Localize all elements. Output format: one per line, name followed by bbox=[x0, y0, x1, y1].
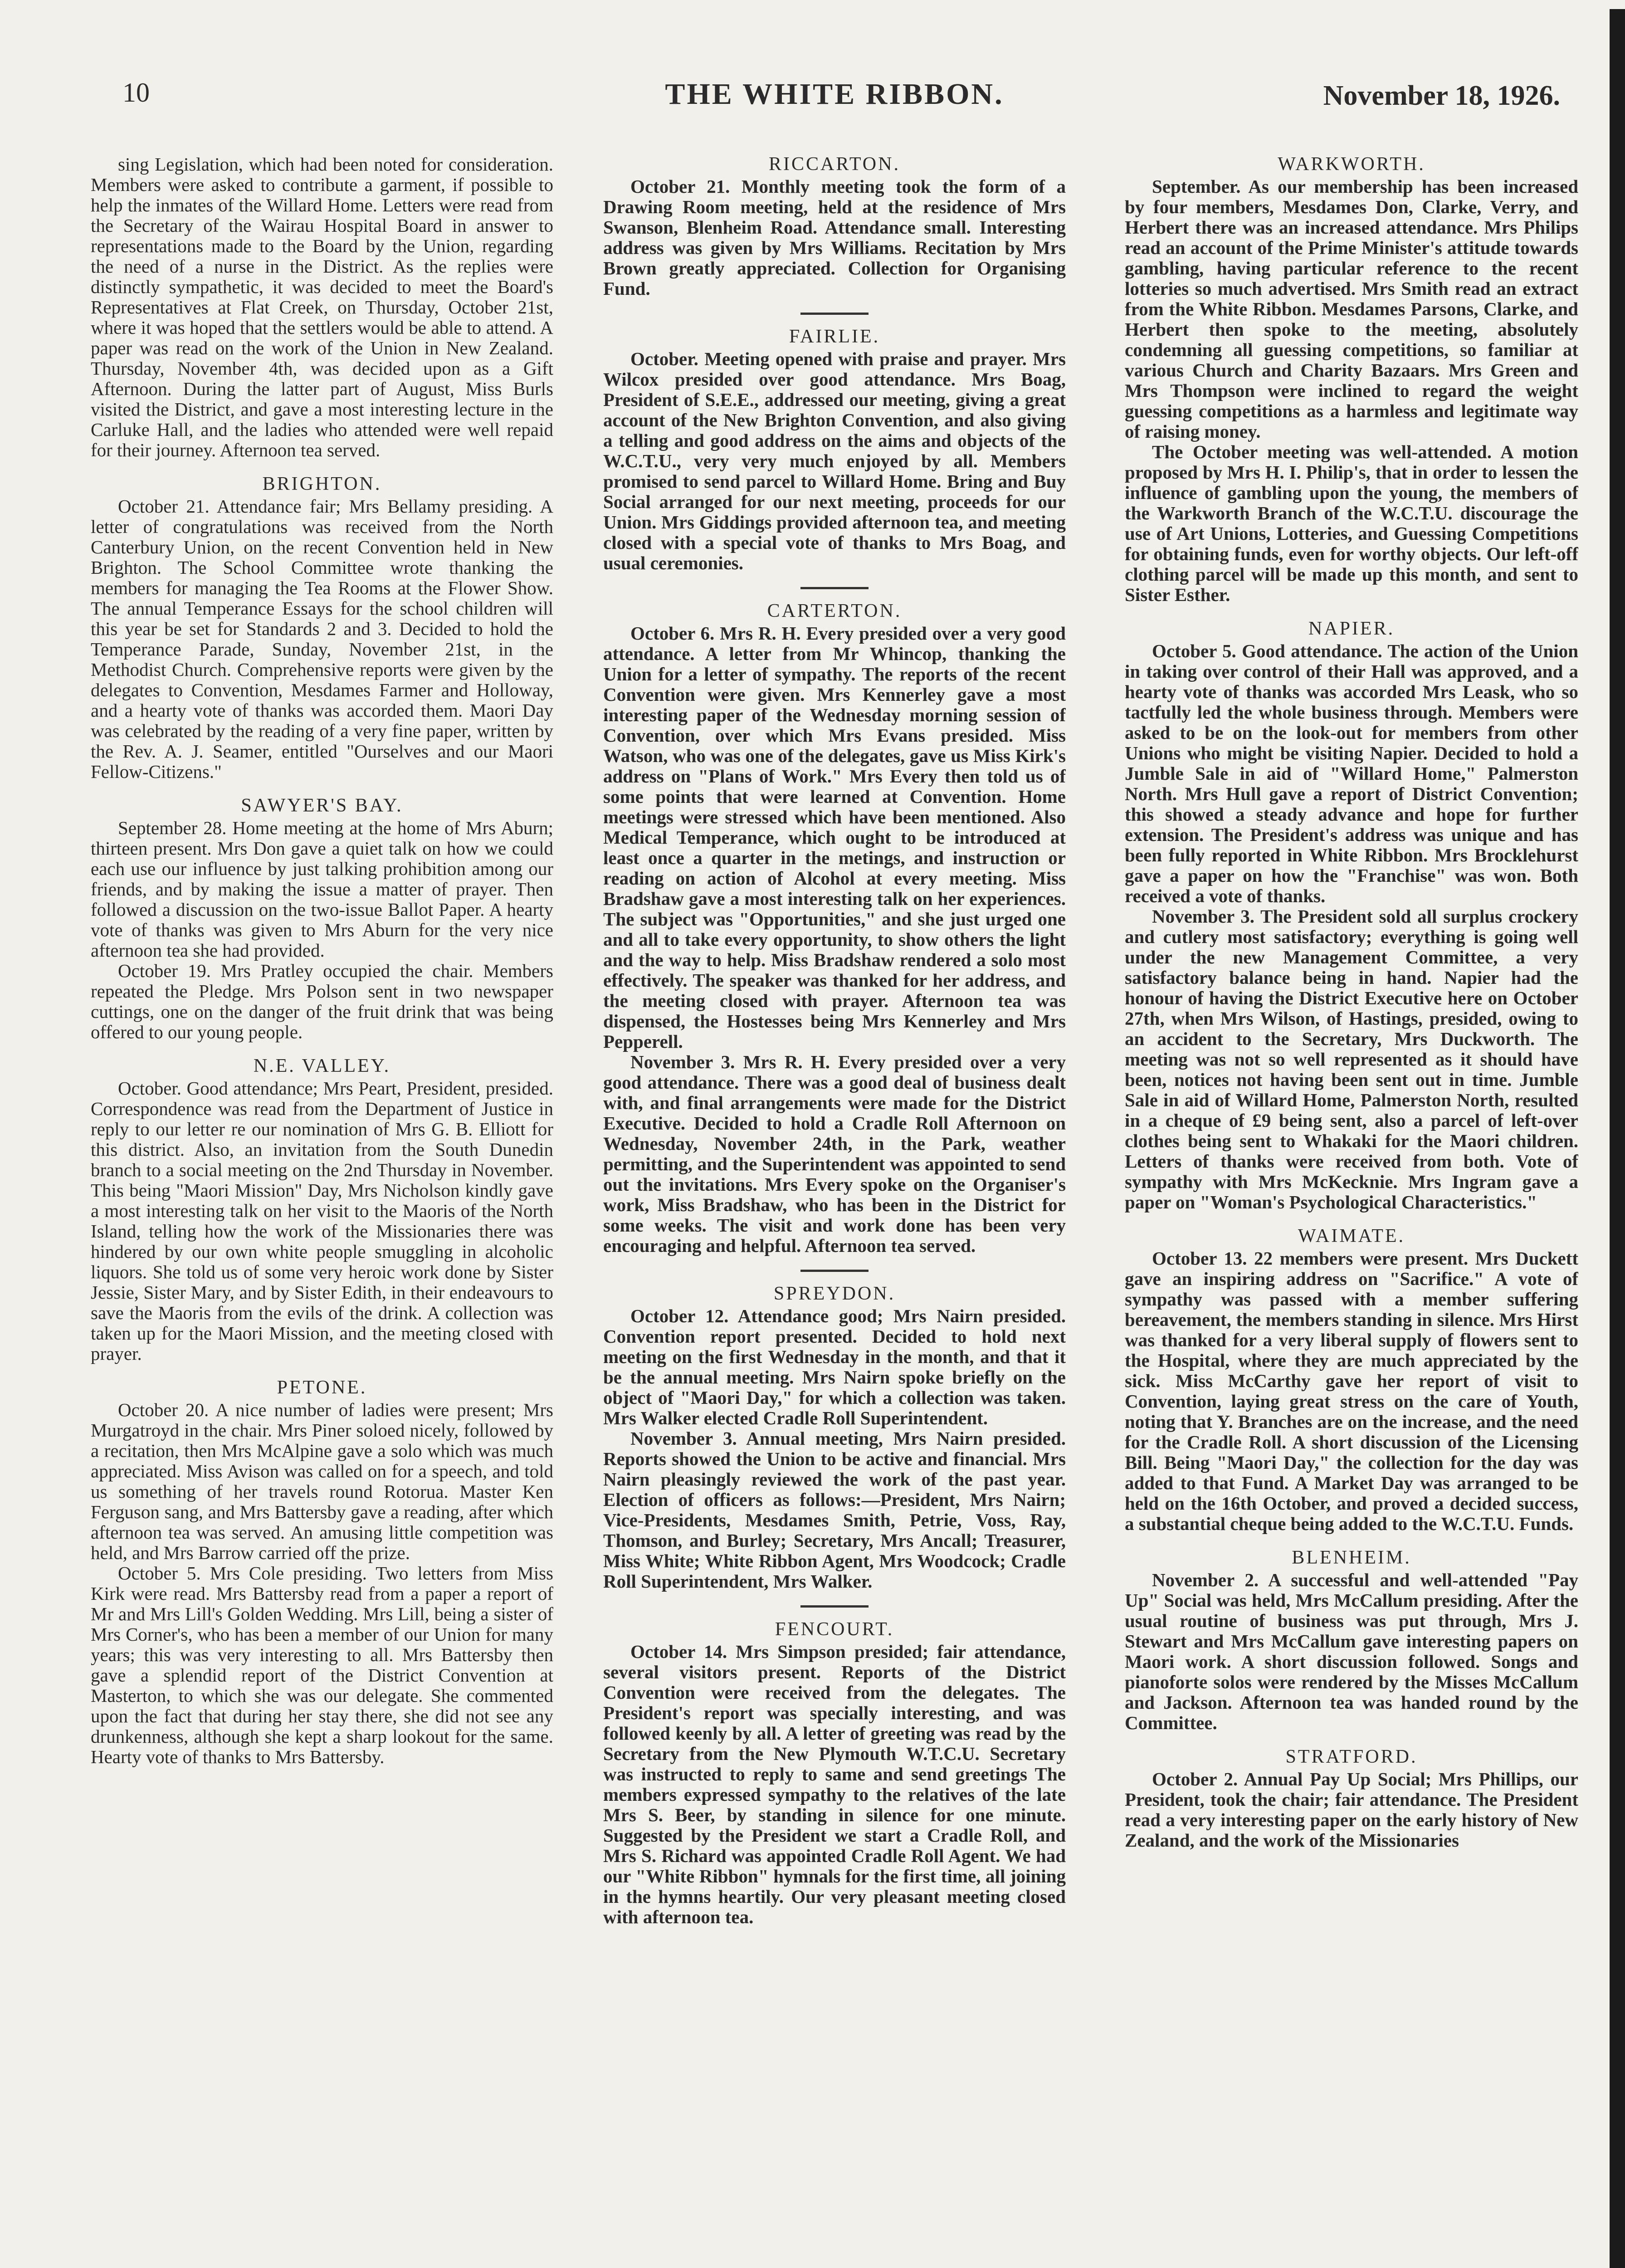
page-number: 10 bbox=[122, 78, 150, 108]
publication-title: THE WHITE RIBBON. bbox=[665, 78, 1004, 111]
report-fencourt bbox=[603, 1619, 1066, 1927]
section-title: BRIGHTON. bbox=[262, 474, 382, 494]
section-title: WARKWORTH. bbox=[1278, 154, 1425, 175]
report-sawyers-bay bbox=[91, 796, 553, 1042]
report-text: October. Meeting opened with praise and prayer. Mrs Wilcox presided over good attendance. Mrs Boag, President of S.E.E., addressed our meeting, giving a great account of the New Brighton Convention, and also giving a telling and good address on the aims and objects of the W.C.T.U., very very much enjoyed by all. Members promised to send parcel to Willard Home. Bring and Buy Social arranged for our next meeting, proceeds for our Union. Mrs Giddings provided afternoon tea, and meeting closed with a special vote of thanks to Mrs Boag, and usual ceremonies. bbox=[603, 348, 1066, 573]
column-right bbox=[1125, 154, 1578, 2268]
report-paragraph: September. As our membership has been increased by four members, Mesdames Don, Clarke, Verry, and Herbert there was an increased attendance. Mrs Philips read an account of the Prime Minister's attitude towards gambling, having particular reference to the recent lotteries so much advertised. Mrs Smith read an extract from the White Ribbon. Mesdames Parsons, Clarke, and Herbert then spoke to the meeting, absolutely condemning all guessing competitions, so familiar at various Church and Charity Bazaars. Mrs Green and Mrs Thompson were inclined to regard the weight guessing competitions as a harmless and legitimate way of raising money. bbox=[1125, 176, 1578, 442]
page-header bbox=[109, 68, 1560, 127]
report-paragraph: The October meeting was well-attended. A motion proposed by Mrs H. I. Philip's, that in order to lessen the influence of gambling upon the young, the members of the Warkworth Branch of the W.C.T.U. discourage the use of Art Unions, Lotteries, and Guessing Competitions for obtaining funds, even for worthy objects. Our left-off clothing parcel will be made up this month, and sent to Sister Esther. bbox=[1125, 441, 1578, 605]
section-title: FAIRLIE. bbox=[789, 326, 880, 347]
page-edge-rule bbox=[1610, 9, 1625, 2268]
report-riccarton bbox=[603, 154, 1066, 299]
section-title: SAWYER'S BAY. bbox=[241, 795, 403, 816]
report-paragraph: October 5. Good attendance. The action of the Union in taking over control of their Hall was approved, and a hearty vote of thanks was accorded Mrs Leask, who so tactfully led the whole business through. Members were asked to be on the look-out for members from other Unions who might be visiting Napier. Decided to hold a Jumble Sale in aid of "Willard Home," Palmerston North. Mrs Hull gave a report of District Convention; this showed a steady advance and hope for further extension. The President's address was unique and has been fully reported in White Ribbon. Mrs Brocklehurst gave a paper on how the "Franchise" was won. Both received a vote of thanks. bbox=[1125, 640, 1578, 906]
section-title: PETONE. bbox=[277, 1377, 367, 1398]
report-paragraph: November 3. Annual meeting, Mrs Nairn presided. Reports showed the Union to be active and financial. Mrs Nairn pleasingly reviewed the work of the past year. Election of officers as follows:—President, Mrs Nairn; Vice-Presidents, Mesdames Smith, Petrie, Voss, Ray, Thomson, and Burley; Secretary, Mrs Ancall; Treasurer, Miss White; White Ribbon Agent, Mrs Woodcock; Cradle Roll Superintendent, Mrs Walker. bbox=[603, 1428, 1066, 1592]
report-paragraph: September 28. Home meeting at the home of Mrs Aburn; thirteen present. Mrs Don gave a quiet talk on how we could each use our influence by just talking prohibition among our friends, and by making the issue a matter of prayer. Then followed a discussion on the two-issue Ballot Paper. A hearty vote of thanks was given to Mrs Aburn for the very nice afternoon tea she had provided. bbox=[91, 817, 553, 961]
section-title: BLENHEIM. bbox=[1292, 1547, 1411, 1568]
report-paragraph: October 19. Mrs Pratley occupied the chair. Members repeated the Pledge. Mrs Polson sent in two newspaper cuttings, one on the danger of the fruit drink that was being offered to our young people. bbox=[91, 960, 553, 1042]
report-warkworth bbox=[1125, 154, 1578, 605]
section-title: CARTERTON. bbox=[767, 601, 902, 621]
report-text: October 21. Attendance fair; Mrs Bellamy presiding. A letter of congratulations was received from the North Canterbury Union, on the recent Convention held in New Brighton. The School Committee wrote thanking the members for managing the Tea Rooms at the Flower Show. The annual Temperance Essays for the school children will this year be set for Standards 2 and 3. Decided to hold the Temperance Parade, Sunday, November 21st, in the Methodist Church. Comprehensive reports were given by the delegates to Convention, Mesdames Farmer and Holloway, and a hearty vote of thanks was accorded them. Maori Day was celebrated by the reading of a very fine paper, written by the Rev. A. J. Seamer, entitled "Ourselves and our Maori Fellow-Citizens." bbox=[91, 496, 553, 782]
section-title: RICCARTON. bbox=[769, 154, 900, 175]
section-divider bbox=[800, 1605, 869, 1608]
report-paragraph: October 20. A nice number of ladies were present; Mrs Murgatroyd in the chair. Mrs Piner soloed nicely, followed by a recitation, then Mrs McAlpine gave a solo which was much appreciated. Miss Avison was called on for a speech, and told us something of her travels round Rotorua. Master Ken Ferguson sang, and Mrs Battersby gave a reading, after which afternoon tea was served. An amusing little competition was held, and Mrs Barrow carried off the prize. bbox=[91, 1399, 553, 1563]
report-fairlie bbox=[603, 327, 1066, 573]
section-title: SPREYDON. bbox=[773, 1283, 896, 1304]
report-paragraph: November 3. Mrs R. H. Every presided over a very good attendance. There was a good deal of business dealt with, and final arrangements were made for the District Executive. Decided to hold a Cradle Roll Afternoon on Wednesday, November 24th, in the Park, weather permitting, and the Superintendent was appointed to send out the invitations. Mrs Every spoke on the Organiser's work, Miss Bradshaw, who has been in the District for some weeks. The visit and work done has been very encouraging and helpful. Afternoon tea served. bbox=[603, 1051, 1066, 1256]
section-title: FENCOURT. bbox=[775, 1619, 894, 1640]
report-petone bbox=[91, 1378, 553, 1767]
report-napier bbox=[1125, 619, 1578, 1212]
section-title: STRATFORD. bbox=[1285, 1746, 1418, 1767]
section-title: N.E. VALLEY. bbox=[253, 1056, 391, 1076]
column-left bbox=[91, 154, 553, 2268]
column-middle bbox=[603, 154, 1066, 2268]
report-paragraph: October 5. Mrs Cole presiding. Two letters from Miss Kirk were read. Mrs Battersby read from a paper a report of Mr and Mrs Lill's Golden Wedding. Mrs Lill, being a sister of Mrs Corner's, who has been a member of our Union for many years; this was very interesting to all. Mrs Battersby then gave a splendid report of the District Convention at Masterton, to which she was our delegate. She commented upon the fact that during her stay there, she did not see any drunkenness, although she kept a sharp lookout for the same. Hearty vote of thanks to Mrs Battersby. bbox=[91, 1563, 553, 1767]
report-blenheim bbox=[1125, 1548, 1578, 1733]
report-text: October 21. Monthly meeting took the form of a Drawing Room meeting, held at the residence of Mrs Swanson, Blenheim Road. Attendance small. Interesting address was given by Mrs Williams. Recitation by Mrs Brown greatly appreciated. Collection for Organising Fund. bbox=[603, 176, 1066, 299]
report-text: October 14. Mrs Simpson presided; fair attendance, several visitors present. Reports of the District Convention were received from the delegates. The President's report was specially interesting, and was followed keenly by all. A letter of greeting was read by the Secretary from the New Plymouth W.T.C.U. Secretary was instructed to reply to same and send greetings The members expressed sympathy to the relatives of the late Mrs S. Beer, by standing in silence for one minute. Suggested by the President we start a Cradle Roll, and Mrs S. Richard was appointed Cradle Roll Agent. We had our "White Ribbon" hymnals for the first time, all joining in the hymns heartily. Our very pleasant meeting closed with afternoon tea. bbox=[603, 1641, 1066, 1927]
report-ne-valley bbox=[91, 1056, 553, 1364]
report-text: October 2. Annual Pay Up Social; Mrs Phillips, our President, took the chair; fair attendance. The President read a very interesting paper on the early history of New Zealand, and the work of the Missionaries bbox=[1125, 1769, 1578, 1851]
section-title: NAPIER. bbox=[1308, 618, 1395, 639]
continued-text: sing Legislation, which had been noted for consideration. Members were asked to contribute a garment, if possible to help the inmates of the Willard Home. Letters were read from the Secretary of the Wairau Hospital Board in answer to representations made to the Board by the Union, regarding the need of a nurse in the District. As the replies were distinctly sympathetic, it was decided to meet the Board's Representatives at Flat Creek, on Thursday, October 21st, where it was hoped that the settlers would be able to attend. A paper was read on the work of the Union in New Zealand. Thursday, November 4th, was decided upon as a Gift Afternoon. During the latter part of August, Miss Burls visited the District, and gave a most interesting lecture in the Carluke Hall, and the ladies who attended were well repaid for their journey. Afternoon tea served. bbox=[91, 154, 553, 460]
report-brighton bbox=[91, 474, 553, 782]
section-title: WAIMATE. bbox=[1298, 1226, 1405, 1246]
report-waimate bbox=[1125, 1226, 1578, 1534]
continued-report bbox=[91, 154, 553, 460]
section-divider bbox=[800, 1270, 869, 1272]
report-text: November 2. A successful and well-attended "Pay Up" Social was held, Mrs McCallum presiding. After the usual routine of business was put through, Mrs J. Stewart and Mrs McCallum gave interesting papers on Maori work. A short discussion followed. Songs and pianoforte solos were rendered by the Misses McCallum and Jackson. Afternoon tea was handed round by the Committee. bbox=[1125, 1569, 1578, 1733]
report-paragraph: October 12. Attendance good; Mrs Nairn presided. Convention report presented. Decided to hold next meeting on the first Wednesday in the month, and that it be the annual meeting. Mrs Nairn spoke briefly on the object of "Maori Day," for which a collection was taken. Mrs Walker elected Cradle Roll Superintendent. bbox=[603, 1305, 1066, 1428]
report-spreydon bbox=[603, 1284, 1066, 1592]
section-divider bbox=[800, 587, 869, 589]
report-stratford bbox=[1125, 1747, 1578, 1851]
issue-date: November 18, 1926. bbox=[1323, 80, 1560, 111]
report-carterton bbox=[603, 601, 1066, 1256]
report-text: October. Good attendance; Mrs Peart, President, presided. Correspondence was read from the Department of Justice in reply to our letter re our nomination of Mrs G. B. Elliott for this district. Also, an invitation from the South Dunedin branch to a social meeting on the 2nd Thursday in November. This being "Maori Mission" Day, Mrs Nicholson kindly gave a most interesting talk on her visit to the Maoris of the North Island, telling how the work of the Missionaries there was hindered by our own white people smuggling in alcoholic liquors. She told us of some very heroic work done by Sister Jessie, Sister Mary, and by Sister Edith, in their endeavours to save the Maoris from the evils of the drink. A collection was taken up for the Maori Mission, and the meeting closed with prayer. bbox=[91, 1078, 553, 1364]
section-divider bbox=[800, 313, 869, 315]
report-text: October 13. 22 members were present. Mrs Duckett gave an inspiring address on "Sacrifice." A vote of sympathy was passed with a member suffering bereavement, the members standing in silence. Mrs Hirst was thanked for a very liberal supply of flowers sent to the Hospital, where they are much appreciated by the sick. Miss McCarthy gave her report of visit to Convention, laying great stress on the care of Youth, noting that Y. Branches are on the increase, and the need for the Cradle Roll. A short discussion of the Licensing Bill. Being "Maori Day," the collection for the day was added to that Fund. A Market Day was arranged to be held on the 16th October, and proved a decided success, a substantial cheque being added to the W.C.T.U. Funds. bbox=[1125, 1248, 1578, 1534]
report-paragraph: November 3. The President sold all surplus crockery and cutlery most satisfactory; everything is going well under the new Management Committee, a very satisfactory balance being in hand. Napier had the honour of having the District Executive here on October 27th, when Mrs Wilson, of Hastings, presided, owing to an accident to the Secretary, Mrs Duckworth. The meeting was not so well represented as it should have been, notices not having been sent out in time. Jumble Sale in aid of Willard Home, Palmerston North, resulted in a cheque of £9 being sent, also a parcel of left-over clothes being sent to Whakaki for the Maori children. Letters of thanks were received from both. Vote of sympathy with Mrs McKecknie. Mrs Ingram gave a paper on "Woman's Psychological Characteristics." bbox=[1125, 906, 1578, 1212]
report-paragraph: October 6. Mrs R. H. Every presided over a very good attendance. A letter from Mr Whincop, thanking the Union for a letter of sympathy. The reports of the recent Convention were given. Mrs Kennerley gave a most interesting paper of the Wednesday morning session of Convention, over which Mrs Evans presided. Miss Watson, who was one of the delegates, gave us Miss Kirk's address on "Plans of Work." Mrs Every then told us of some points that were learned at Convention. Home meetings were stressed which have been mentioned. Also Medical Temperance, which ought to be introduced at least once a quarter in the metings, and instruction or reading on action of Alcohol at every meeting. Miss Bradshaw gave a most interesting talk on her experiences. The subject was "Opportunities," and she just urged one and all to take every opportunity, to show others the light and the way to help. Miss Bradshaw rendered a solo most effectively. The speaker was thanked for her address, and the meeting closed with prayer. Afternoon tea was dispensed, the Hostesses being Mrs Kennerley and Mrs Pepperell. bbox=[603, 623, 1066, 1052]
